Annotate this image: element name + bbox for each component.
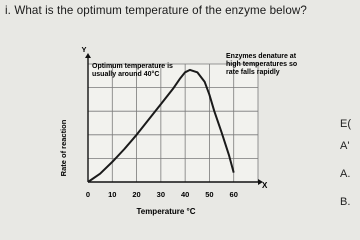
annotation-optimum: usually around 40°C: [92, 71, 160, 78]
x-tick-label: 20: [132, 190, 141, 199]
side-letter-a1: A': [340, 140, 350, 152]
annotation-denature: rate falls rapidly: [226, 69, 280, 76]
annotation-optimum: Optimum temperature is: [92, 63, 173, 70]
y-axis-label: Rate of reaction: [59, 119, 68, 177]
y-axis-letter: Y: [81, 45, 87, 54]
x-axis-label: Temperature °C: [136, 207, 196, 216]
x-tick-label: 60: [229, 190, 238, 199]
x-axis-letter: X: [262, 181, 268, 190]
x-tick-label: 10: [108, 190, 117, 199]
annotation-denature: Enzymes denature at: [226, 53, 297, 60]
question-body: What is the optimum temperature of the enzyme below?: [14, 4, 307, 17]
chart-grid: [88, 64, 258, 182]
side-letter-e: E(: [340, 118, 351, 130]
side-letter-a2: A.: [340, 168, 351, 180]
question-number: i.: [5, 4, 11, 17]
x-tick-label: 0: [85, 190, 91, 199]
x-tick-label: 40: [180, 190, 190, 199]
x-tick-label: 30: [156, 190, 166, 199]
plot-background: [88, 64, 258, 182]
x-tick-labels: [86, 190, 238, 199]
side-letter-b: B.: [340, 196, 351, 208]
x-tick-label: 50: [205, 190, 214, 199]
annotation-denature: high temperatures so: [226, 61, 298, 68]
